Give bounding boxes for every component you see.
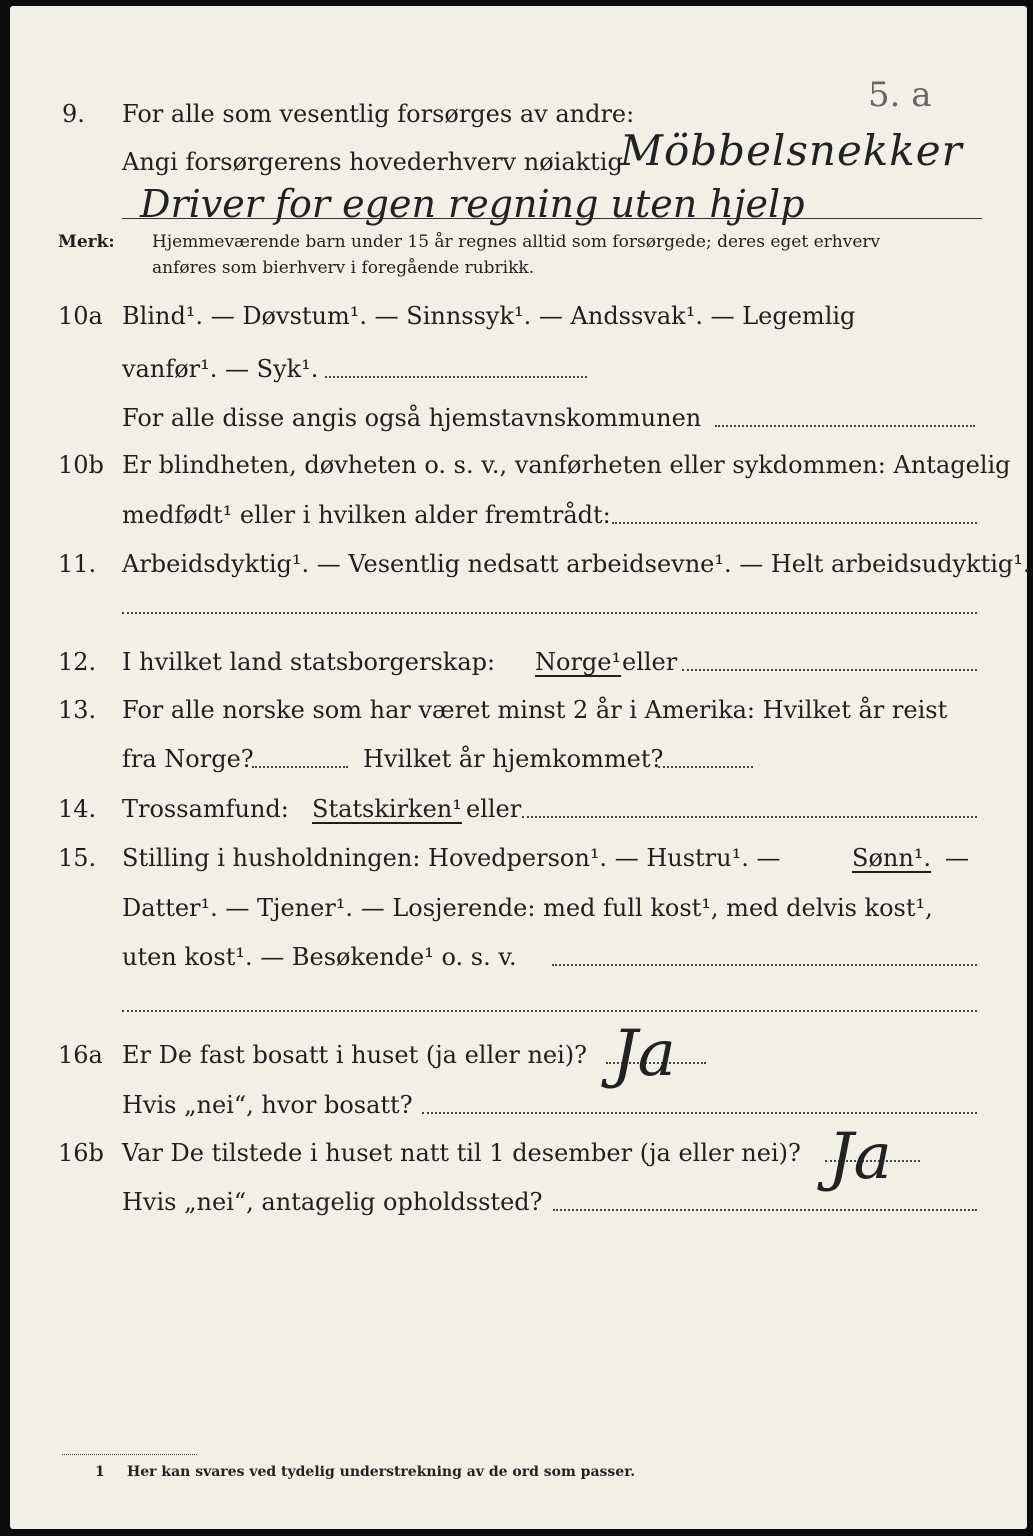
q10b-line2: medfødt¹ eller i hvilken alder fremtrådt: [122, 501, 611, 529]
q14-number: 14. [58, 795, 97, 823]
q14-statskirken-underlined: Statskirken¹ [312, 795, 462, 823]
q10a-line2-blank [325, 376, 587, 378]
q16b-line2: Hvis „nei“, antagelig opholdssted? [122, 1188, 543, 1216]
q11-line1: Arbeidsdyktig¹. — Vesentlig nedsatt arbeidsevne¹. — Helt arbeidsudyktig¹. [122, 550, 1031, 578]
merk-line2: anføres som bierhverv i foregående rubrikk. [152, 258, 535, 278]
q15-sonn-underlined: Sønn¹. [852, 844, 932, 872]
q14-prefix: Trossamfund: [122, 795, 289, 823]
q16b-answer: Ja [828, 1120, 892, 1194]
footnote-rule [62, 1454, 197, 1455]
q11-number: 11. [58, 550, 97, 578]
q16a-line2: Hvis „nei“, hvor bosatt? [122, 1091, 413, 1119]
q10a-line2: vanfør¹. — Syk¹. [122, 355, 319, 383]
q9-answer-line [122, 218, 982, 219]
q15-line3: uten kost¹. — Besøkende¹ o. s. v. [122, 943, 517, 971]
pencil-note: 5. a [868, 75, 932, 115]
q16b-line1: Var De tilstede i huset natt til 1 desember (ja eller nei)? [122, 1139, 801, 1167]
footnote-mark: 1 [95, 1464, 105, 1480]
footnote-text: Her kan svares ved tydelig understrekning av de ord som passer. [127, 1464, 636, 1480]
q9-number: 9. [62, 100, 85, 128]
q15-line3-blank [552, 964, 977, 966]
q16a-line1: Er De fast bosatt i huset (ja eller nei)? [122, 1041, 588, 1069]
q10b-line1: Er blindheten, døvheten o. s. v., vanførheten eller sykdommen: Antagelig [122, 451, 1011, 479]
q16b-line2-blank [553, 1209, 977, 1211]
q11-blank [122, 612, 977, 614]
q10a-line3-blank [715, 425, 975, 427]
q15-line1b: — [945, 844, 969, 872]
q10a-line3: For alle disse angis også hjemstavnskommunen [122, 404, 702, 432]
q12-blank [682, 669, 977, 671]
q15-line1a: Stilling i husholdningen: Hovedperson¹. — Hustru¹. — [122, 844, 781, 872]
q9-line1: For alle som vesentlig forsørges av andre: [122, 100, 635, 128]
q13-line2a: fra Norge? [122, 745, 254, 773]
q12-norge-underlined: Norge¹ [535, 648, 622, 676]
q16a-line2-blank [422, 1112, 977, 1114]
merk-line1: Hjemmeværende barn under 15 år regnes alltid som forsørgede; deres eget erhverv [152, 232, 881, 252]
q12-suffix: eller [622, 648, 678, 676]
q13-reist-blank [252, 766, 348, 768]
q9-answer1: Möbbelsnekker [620, 126, 963, 175]
q14-blank [522, 816, 977, 818]
q15-extra-blank [122, 1010, 977, 1012]
q9-answer2: Driver for egen regning uten hjelp [140, 182, 805, 226]
q15-number: 15. [58, 844, 97, 872]
q12-number: 12. [58, 648, 97, 676]
q13-number: 13. [58, 696, 97, 724]
q14-suffix: eller [466, 795, 522, 823]
q10b-line2-blank [612, 522, 977, 524]
q13-line1: For alle norske som har været minst 2 år i Amerika: Hvilket år reist [122, 696, 948, 724]
q13-hjemkommet-blank [658, 766, 753, 768]
q16a-number: 16a [58, 1041, 103, 1069]
q10b-number: 10b [58, 451, 104, 479]
q16a-answer: Ja [612, 1017, 676, 1091]
q10a-line1: Blind¹. — Døvstum¹. — Sinnssyk¹. — Andssvak¹. — Legemlig [122, 302, 856, 330]
q13-line2b: Hvilket år hjemkommet? [363, 745, 664, 773]
q12-prefix: I hvilket land statsborgerskap: [122, 648, 496, 676]
q10a-number: 10a [58, 302, 103, 330]
q16b-number: 16b [58, 1139, 104, 1167]
merk-label: Merk: [58, 232, 115, 252]
q9-line2: Angi forsørgerens hovederhverv nøiaktig [122, 148, 623, 176]
q15-line2: Datter¹. — Tjener¹. — Losjerende: med full kost¹, med delvis kost¹, [122, 894, 933, 922]
